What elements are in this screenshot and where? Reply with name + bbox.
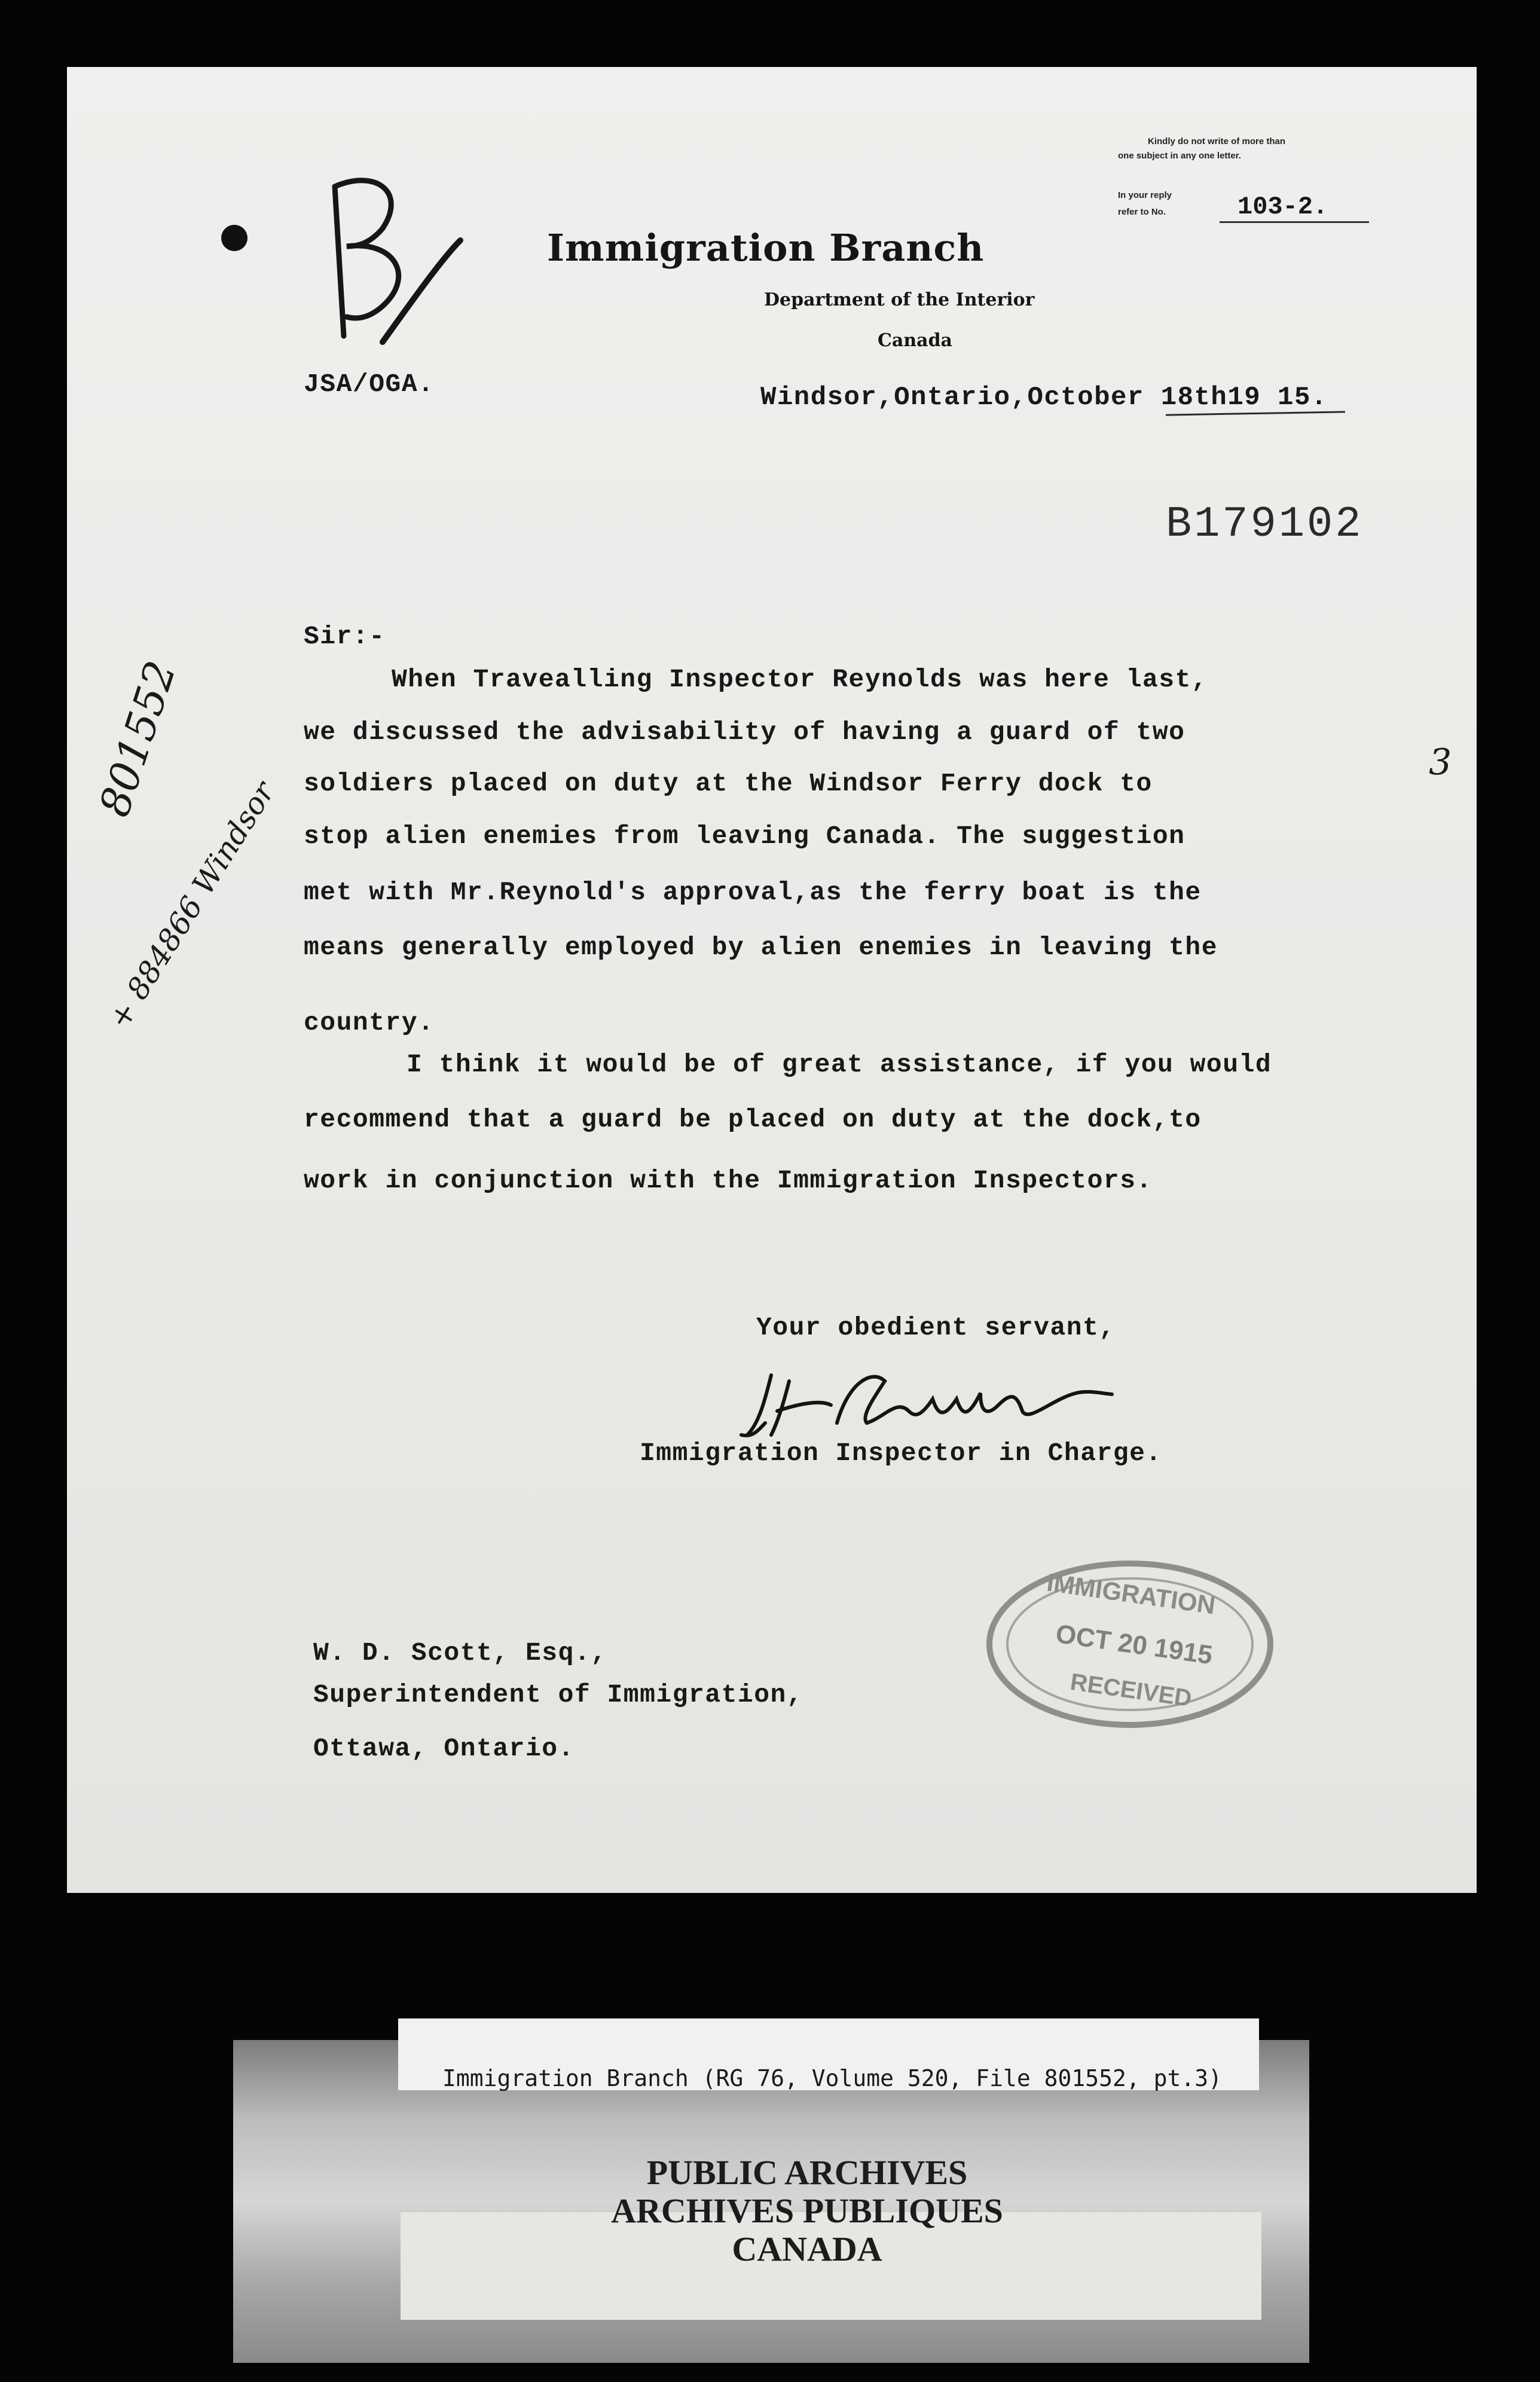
body-line: country. xyxy=(304,1008,435,1037)
received-stamp-bottom: RECEIVED xyxy=(1068,1669,1194,1712)
recipient-name: W. D. Scott, Esq., xyxy=(313,1638,607,1668)
archive-stamp-line2: ARCHIVES PUBLIQUES xyxy=(611,2191,1003,2230)
body-line: means generally employed by alien enemies in leaving the xyxy=(304,933,1218,962)
salutation: Sir:- xyxy=(304,622,386,651)
letterhead-title: Immigration Branch xyxy=(547,226,985,270)
reference-file-number: 103-2. xyxy=(1238,193,1328,221)
page-number: 3 xyxy=(1429,741,1452,783)
body-line: soldiers placed on duty at the Windsor Ferry dock to xyxy=(304,769,1153,798)
received-stamp-date: OCT 20 1915 xyxy=(1053,1618,1215,1671)
signature-image xyxy=(729,1357,1124,1447)
margin-note-windsor: + 884866 Windsor xyxy=(102,775,282,1035)
handwritten-b-mark xyxy=(311,163,466,360)
punch-hole xyxy=(221,225,248,251)
received-stamp-top: IMMIGRATION xyxy=(1045,1568,1217,1620)
received-stamp xyxy=(980,1555,1279,1734)
recipient-city: Ottawa, Ontario. xyxy=(313,1734,575,1763)
faint-stamp-ghost xyxy=(1094,251,1111,278)
body-line: met with Mr.Reynold's approval,as the ferry boat is the xyxy=(304,878,1202,907)
reference-reply-line2: refer to No. xyxy=(1118,207,1166,217)
file-stamp-number: B179102 xyxy=(1166,500,1364,549)
reference-notice-line2: one subject in any one letter. xyxy=(1118,151,1241,161)
body-line: I think it would be of great assistance, if you would xyxy=(407,1050,1272,1079)
body-line: When Travealling Inspector Reynolds was here last, xyxy=(392,665,1208,694)
recipient-title: Superintendent of Immigration, xyxy=(313,1680,803,1709)
body-line: we discussed the advisability of having a guard of two xyxy=(304,717,1185,747)
reference-notice-line1: Kindly do not write of more than xyxy=(1148,136,1285,146)
reference-reply-line1: In your reply xyxy=(1118,190,1172,200)
date-line: Windsor,Ontario,October 18th19 15. xyxy=(760,383,1328,413)
archive-stamp-line1: PUBLIC ARCHIVES xyxy=(646,2153,968,2192)
reference-underline xyxy=(1220,221,1369,223)
archive-stamp-line3: CANADA xyxy=(732,2230,882,2268)
signer-title: Immigration Inspector in Charge. xyxy=(640,1439,1162,1468)
signature-text xyxy=(0,0,4,1)
body-line: recommend that a guard be placed on duty at the dock,to xyxy=(304,1105,1202,1134)
body-line: work in conjunction with the Immigration Inspectors. xyxy=(304,1166,1153,1195)
archive-label-text: Immigration Branch (RG 76, Volume 520, File 801552, pt.3) xyxy=(442,2065,1223,2091)
margin-note-number: 801552 xyxy=(90,655,186,823)
initials: JSA/OGA. xyxy=(304,369,435,399)
letterhead-country: Canada xyxy=(878,330,952,351)
letterhead-department: Department of the Interior xyxy=(764,289,1035,310)
closing: Your obedient servant, xyxy=(756,1313,1116,1342)
body-line: stop alien enemies from leaving Canada. The suggestion xyxy=(304,822,1185,851)
